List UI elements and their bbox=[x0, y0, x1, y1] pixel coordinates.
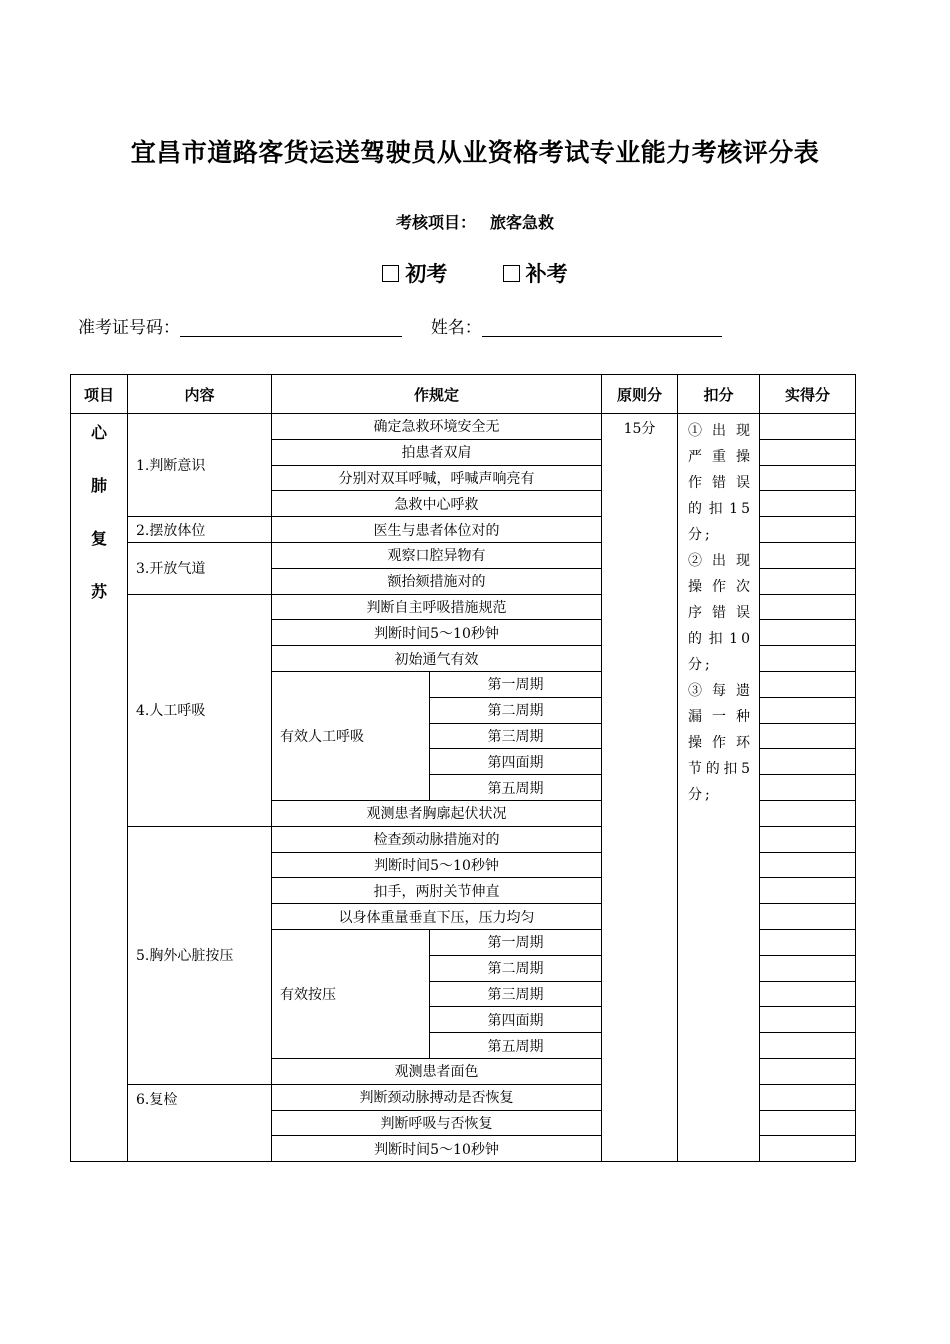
cycle-cell: 第一周期 bbox=[430, 671, 602, 697]
standard-score: 15分 bbox=[602, 414, 678, 1162]
score-table bbox=[70, 374, 856, 1162]
id-number-label: 准考证号码： bbox=[78, 318, 180, 338]
cycle-cell: 第二周期 bbox=[430, 697, 602, 723]
exam-type-options bbox=[0, 258, 950, 288]
operation-cell: 以身体重量垂直下压，压力均匀 bbox=[272, 904, 602, 930]
section-5: 5.胸外心脏按压 bbox=[128, 826, 272, 1084]
actual-score-cell[interactable] bbox=[760, 671, 856, 697]
actual-score-cell[interactable] bbox=[760, 439, 856, 465]
deduction-rules bbox=[678, 414, 760, 1162]
actual-score-cell[interactable] bbox=[760, 929, 856, 955]
actual-score-cell[interactable] bbox=[760, 517, 856, 543]
actual-score-cell[interactable] bbox=[760, 491, 856, 517]
retake-exam-option[interactable] bbox=[503, 258, 568, 288]
operation-cell: 观测患者面色 bbox=[272, 1058, 602, 1084]
actual-score-cell[interactable] bbox=[760, 465, 856, 491]
operation-cell: 扣手，两肘关节伸直 bbox=[272, 878, 602, 904]
cycle-cell: 第四面期 bbox=[430, 749, 602, 775]
operation-cell: 判断时间5～10秒钟 bbox=[272, 852, 602, 878]
header-operation: 作规定 bbox=[272, 375, 602, 414]
actual-score-cell[interactable] bbox=[760, 749, 856, 775]
actual-score-cell[interactable] bbox=[760, 542, 856, 568]
operation-cell: 观察口腔异物有 bbox=[272, 542, 602, 568]
exam-project-value: 旅客急救 bbox=[490, 213, 555, 232]
item-cpr: 心 肺 复 苏 bbox=[71, 414, 128, 1162]
operation-cell: 拍患者双肩 bbox=[272, 439, 602, 465]
deduction-rule-3: ③每遗漏一种操作环节的扣5分; bbox=[688, 683, 754, 803]
actual-score-cell[interactable] bbox=[760, 800, 856, 826]
section-1: 1.判断意识 bbox=[128, 414, 272, 517]
cycle-cell: 第五周期 bbox=[430, 1033, 602, 1059]
actual-score-cell[interactable] bbox=[760, 568, 856, 594]
actual-score-cell[interactable] bbox=[760, 414, 856, 440]
exam-project bbox=[0, 210, 950, 233]
operation-cell: 判断时间5～10秒钟 bbox=[272, 1136, 602, 1162]
section-2: 2.摆放体位 bbox=[128, 517, 272, 543]
actual-score-cell[interactable] bbox=[760, 1110, 856, 1136]
first-exam-label: 初考 bbox=[405, 261, 448, 286]
cycle-cell: 第三周期 bbox=[430, 981, 602, 1007]
actual-score-cell[interactable] bbox=[760, 594, 856, 620]
actual-score-cell[interactable] bbox=[760, 1058, 856, 1084]
cycle-cell: 第四面期 bbox=[430, 1007, 602, 1033]
cycle-cell: 第三周期 bbox=[430, 723, 602, 749]
operation-cell: 判断自主呼吸措施规范 bbox=[272, 594, 602, 620]
cycle-cell: 第一周期 bbox=[430, 929, 602, 955]
deduction-rule-2: ②出现操作次序错误的扣10分; bbox=[688, 553, 754, 673]
operation-cell: 判断呼吸与否恢复 bbox=[272, 1110, 602, 1136]
cycle-cell: 第二周期 bbox=[430, 955, 602, 981]
actual-score-cell[interactable] bbox=[760, 1084, 856, 1110]
name-label: 姓名： bbox=[430, 318, 482, 338]
actual-score-cell[interactable] bbox=[760, 826, 856, 852]
exam-project-label: 考核项目： bbox=[395, 213, 476, 232]
header-content: 内容 bbox=[128, 375, 272, 414]
actual-score-cell[interactable] bbox=[760, 620, 856, 646]
operation-cell: 初始通气有效 bbox=[272, 646, 602, 672]
table-row bbox=[71, 414, 856, 440]
actual-score-cell[interactable] bbox=[760, 1136, 856, 1162]
actual-score-cell[interactable] bbox=[760, 852, 856, 878]
candidate-info bbox=[78, 313, 722, 338]
first-exam-checkbox[interactable] bbox=[382, 265, 399, 282]
actual-score-cell[interactable] bbox=[760, 646, 856, 672]
operation-cell: 观测患者胸廓起伏状况 bbox=[272, 800, 602, 826]
section-4: 4.人工呼吸 bbox=[128, 594, 272, 826]
header-standard-score: 原则分 bbox=[602, 375, 678, 414]
operation-cell: 确定急救环境安全无 bbox=[272, 414, 602, 440]
section-3: 3.开放气道 bbox=[128, 542, 272, 594]
deduction-rule-1: ①出现严重操作错误的扣15分; bbox=[688, 423, 754, 543]
operation-group-compression: 有效按压 bbox=[272, 929, 430, 1058]
first-exam-option[interactable] bbox=[382, 258, 447, 288]
operation-cell: 急救中心呼救 bbox=[272, 491, 602, 517]
operation-cell: 医生与患者体位对的 bbox=[272, 517, 602, 543]
form-title: 宜昌市道路客货运送驾驶员从业资格考试专业能力考核评分表 bbox=[130, 138, 820, 167]
header-deduction: 扣分 bbox=[678, 375, 760, 414]
retake-exam-checkbox[interactable] bbox=[503, 265, 520, 282]
actual-score-cell[interactable] bbox=[760, 697, 856, 723]
actual-score-cell[interactable] bbox=[760, 904, 856, 930]
actual-score-cell[interactable] bbox=[760, 775, 856, 801]
name-field[interactable] bbox=[482, 318, 722, 337]
operation-cell: 额抬颏措施对的 bbox=[272, 568, 602, 594]
header-item: 项目 bbox=[71, 375, 128, 414]
section-6: 6.复检 bbox=[128, 1084, 272, 1161]
operation-group-breathing: 有效人工呼吸 bbox=[272, 671, 430, 800]
operation-cell: 判断时间5～10秒钟 bbox=[272, 620, 602, 646]
header-actual-score: 实得分 bbox=[760, 375, 856, 414]
id-number-field[interactable] bbox=[180, 318, 402, 337]
actual-score-cell[interactable] bbox=[760, 981, 856, 1007]
operation-cell: 分别对双耳呼喊，呼喊声响亮有 bbox=[272, 465, 602, 491]
actual-score-cell[interactable] bbox=[760, 1033, 856, 1059]
retake-exam-label: 补考 bbox=[525, 261, 568, 286]
operation-cell: 判断颈动脉搏动是否恢复 bbox=[272, 1084, 602, 1110]
actual-score-cell[interactable] bbox=[760, 878, 856, 904]
actual-score-cell[interactable] bbox=[760, 1007, 856, 1033]
cycle-cell: 第五周期 bbox=[430, 775, 602, 801]
actual-score-cell[interactable] bbox=[760, 723, 856, 749]
operation-cell: 检查颈动脉措施对的 bbox=[272, 826, 602, 852]
actual-score-cell[interactable] bbox=[760, 955, 856, 981]
table-header-row bbox=[71, 375, 856, 414]
